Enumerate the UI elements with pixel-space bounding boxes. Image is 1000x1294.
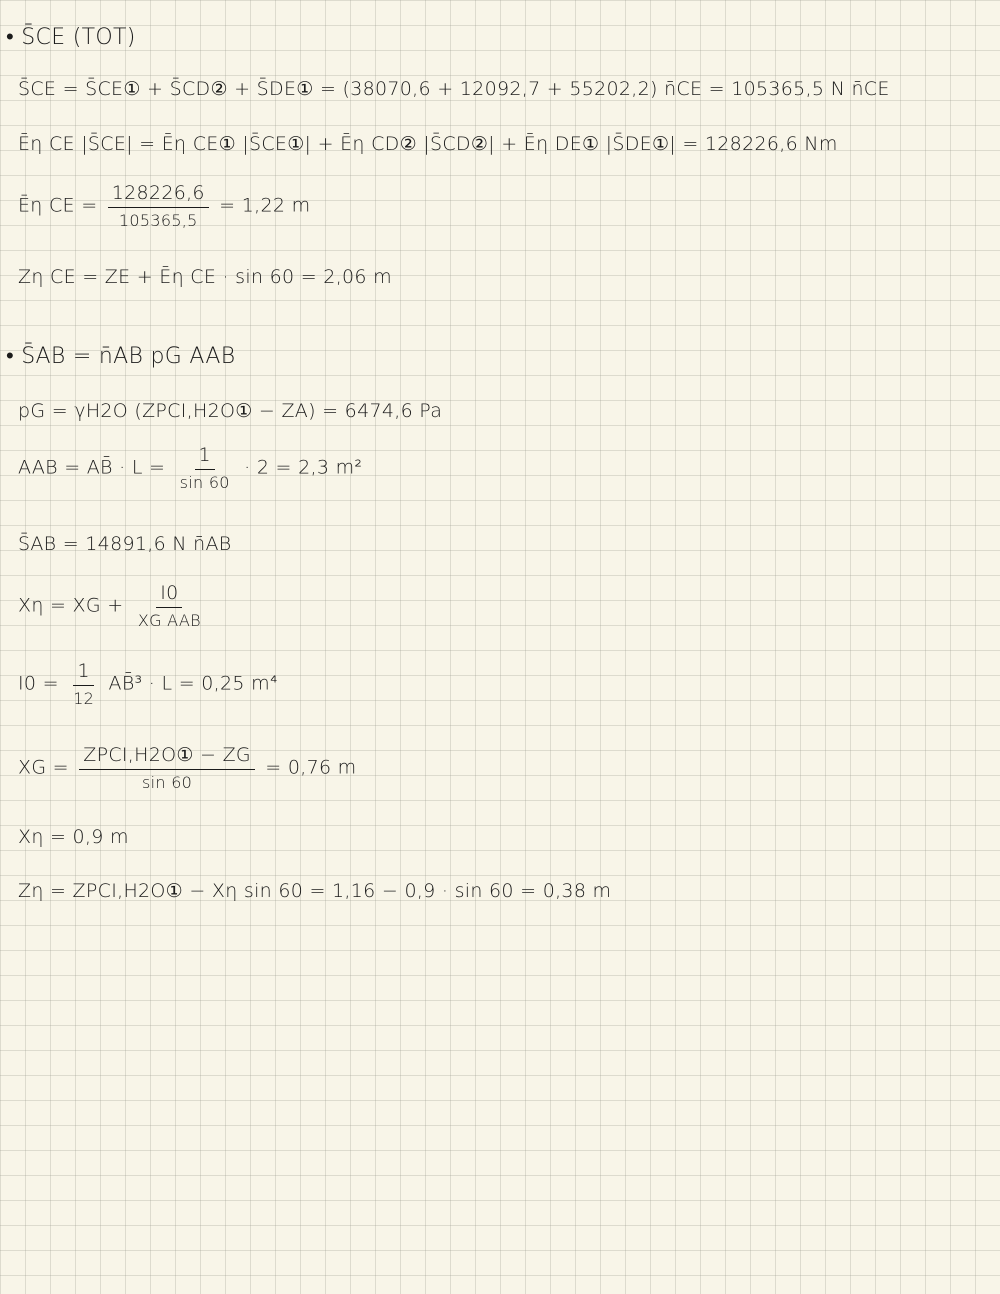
x-eta-lhs: Xη = XG + <box>18 594 124 617</box>
eta-ce-denominator: 105365,5 <box>118 211 198 230</box>
equation-x-eta <box>18 582 209 630</box>
equation-z-eta-ce: Zη CE = ZE + Ēη CE · sin 60 = 2,06 m <box>18 266 392 288</box>
equation-moment-sum: Ēη CE |S̄CE| = Ēη CE① |S̄CE①| + Ēη CD② |S̄CD②| + Ēη DE① |S̄DE①| = 128226,6 Nm <box>18 133 838 155</box>
xg-fraction <box>79 744 255 792</box>
xg-denominator: sin 60 <box>142 773 193 792</box>
i0-fraction <box>69 660 98 708</box>
x-eta-denominator: XG AAB <box>137 611 201 630</box>
i0-numerator: 1 <box>73 660 93 686</box>
xg-lhs: XG = <box>18 756 69 779</box>
xg-result: = 0,76 m <box>265 756 357 779</box>
i0-result: AB̄³ · L = 0,25 m⁴ <box>108 672 278 695</box>
aab-numerator: 1 <box>195 444 215 470</box>
equation-x-eta-value: Xη = 0,9 m <box>18 826 129 848</box>
section-heading-sab: • S̄AB = n̄AB pG AAB <box>6 344 236 369</box>
equation-z-eta: Zη = ZPCI,H2O① − Xη sin 60 = 1,16 − 0,9 · sin 60 = 0,38 m <box>18 880 612 902</box>
aab-fraction <box>176 444 234 492</box>
equation-sce-sum: S̄CE = S̄CE① + S̄CD② + S̄DE① = (38070,6 + 12092,7 + 55202,2) n̄CE = 105365,5 N n̄CE <box>18 78 890 100</box>
equation-i0 <box>18 660 278 708</box>
x-eta-numerator: I0 <box>156 582 182 608</box>
xg-numerator: ZPCI,H2O① − ZG <box>79 744 255 770</box>
eta-ce-numerator: 128226,6 <box>108 182 209 208</box>
i0-denominator: 12 <box>73 689 95 708</box>
equation-aab <box>18 444 362 492</box>
equation-sab-value: S̄AB = 14891,6 N n̄AB <box>18 533 232 555</box>
eta-ce-result: = 1,22 m <box>219 194 311 217</box>
section-heading-sce-tot: • S̄CE (TOT) <box>6 25 136 50</box>
equation-eta-ce <box>18 182 310 230</box>
equation-pg: pG = γH2O (ZPCI,H2O① − ZA) = 6474,6 Pa <box>18 400 443 422</box>
aab-lhs: AAB = AB̄ · L = <box>18 456 166 479</box>
x-eta-fraction <box>134 582 205 630</box>
aab-denominator: sin 60 <box>179 473 230 492</box>
equation-xg <box>18 744 357 792</box>
aab-result: · 2 = 2,3 m² <box>244 456 363 479</box>
eta-ce-lhs: Ēη CE = <box>18 194 98 217</box>
i0-lhs: I0 = <box>18 672 59 695</box>
eta-ce-fraction <box>108 182 209 230</box>
